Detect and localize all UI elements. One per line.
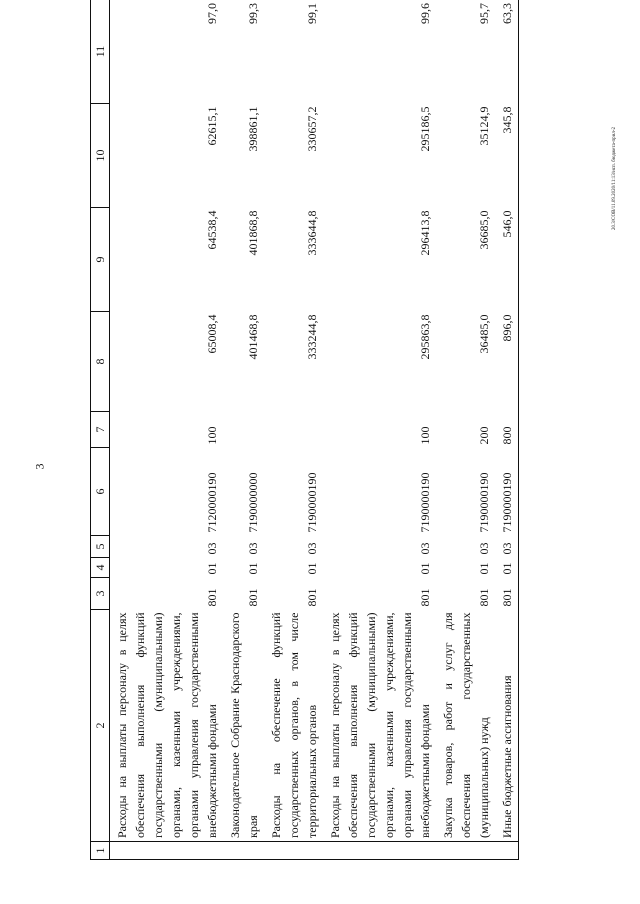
section-code: 01	[418, 562, 432, 575]
subsection-code: 03	[418, 542, 432, 555]
executed-amount: 295186,5	[418, 106, 432, 152]
target-article: 7190000000	[246, 472, 260, 533]
admin-code: 801	[246, 588, 260, 607]
refined-amount: 64538,4	[205, 210, 219, 250]
refined-amount: 401868,8	[246, 210, 260, 256]
footer-code: 20.3/СОВ/11.09.2020/11:13/исп. бюджета-прил-2	[612, 127, 617, 230]
executed-amount: 398861,1	[246, 106, 260, 152]
approved-amount: 295863,8	[418, 314, 432, 360]
column-header-2: 2	[91, 610, 110, 842]
admin-code: 801	[205, 588, 219, 607]
table-row	[264, 0, 323, 860]
refined-amount: 546,0	[495, 208, 519, 312]
admin-code: 801	[477, 588, 491, 607]
row-name: Расходы на выплаты персоналу в целях обеспечения выполнения функций государственными (муниципальными) органами, казенными учреждениями, органами управления государственными внебюджетными фондами	[323, 610, 436, 842]
approved-amount: 401468,8	[246, 314, 260, 360]
row-marker	[436, 842, 495, 860]
executed-amount: 35124,9	[477, 106, 491, 146]
expense-type: 800	[495, 412, 519, 448]
table-row	[223, 0, 264, 860]
target-article: 7190000190	[305, 472, 319, 533]
column-header-10: 10	[91, 104, 110, 208]
section-code: 01	[495, 558, 519, 578]
section-code: 01	[205, 562, 219, 575]
subsection-code: 03	[205, 542, 219, 555]
row-marker	[223, 842, 264, 860]
expense-type	[223, 412, 264, 448]
expense-type: 100	[205, 426, 219, 445]
refined-amount: 296413,8	[418, 210, 432, 256]
table-row	[323, 0, 436, 860]
execution-percent: 63,3	[495, 0, 519, 104]
subsection-code: 03	[477, 542, 491, 555]
row-name: Закупка товаров, работ и услуг для обеспечения государственных (муниципальных) нужд	[436, 610, 495, 842]
row-name: Расходы на обеспечение функций государственных органов, в том числе территориальных органов	[264, 610, 323, 842]
approved-amount: 65008,4	[205, 314, 219, 354]
row-marker	[110, 842, 224, 860]
column-header-1: 1	[91, 842, 110, 860]
row-marker	[495, 842, 519, 860]
execution-percent: 95,7	[436, 0, 495, 104]
execution-percent: 99,6	[323, 0, 436, 104]
subsection-code: 03	[495, 536, 519, 558]
budget-table	[90, 0, 519, 860]
page-number: 3	[32, 463, 47, 470]
target-article: 7190000190	[418, 472, 432, 533]
approved-amount: 36485,0	[477, 314, 491, 354]
target-article: 7190000190	[495, 448, 519, 536]
column-header-3: 3	[91, 578, 110, 610]
column-header-7: 7	[91, 412, 110, 448]
admin-code: 801	[305, 588, 319, 607]
admin-code: 801	[495, 578, 519, 610]
column-header-6: 6	[91, 448, 110, 536]
execution-percent: 97,0	[110, 0, 224, 104]
approved-amount: 333244,8	[305, 314, 319, 360]
execution-percent: 99,1	[264, 0, 323, 104]
expense-type: 200	[477, 426, 491, 445]
approved-amount: 896,0	[495, 312, 519, 412]
row-marker	[323, 842, 436, 860]
rotated-page-content	[90, 0, 640, 860]
table-row	[436, 0, 495, 860]
section-code: 01	[305, 562, 319, 575]
column-header-9: 9	[91, 208, 110, 312]
subsection-code: 03	[305, 542, 319, 555]
refined-amount: 36685,0	[477, 210, 491, 250]
section-code: 01	[477, 562, 491, 575]
table-header-row	[91, 0, 110, 860]
row-name: Иные бюджетные ассигнования	[495, 610, 519, 842]
column-header-5: 5	[91, 536, 110, 558]
section-code: 01	[246, 562, 260, 575]
row-name: Законодательное Собрание Краснодарского края	[223, 610, 264, 842]
target-article: 7120000190	[205, 472, 219, 533]
row-name: Расходы на выплаты персоналу в целях обеспечения выполнения функций государственными (муниципальными) органами, казенными учреждениями, органами управления государственными внебюджетными фондами	[110, 610, 224, 842]
executed-amount: 62615,1	[205, 106, 219, 146]
table-row	[110, 0, 224, 860]
target-article: 7190000190	[477, 472, 491, 533]
row-marker	[264, 842, 323, 860]
subsection-code: 03	[246, 542, 260, 555]
column-header-8: 8	[91, 312, 110, 412]
admin-code: 801	[418, 588, 432, 607]
expense-type: 100	[418, 426, 432, 445]
execution-percent: 99,3	[223, 0, 264, 104]
executed-amount: 330657,2	[305, 106, 319, 152]
executed-amount: 345,8	[495, 104, 519, 208]
expense-type	[264, 412, 323, 448]
table-row	[495, 0, 519, 860]
column-header-11: 11	[91, 0, 110, 104]
column-header-4: 4	[91, 558, 110, 578]
refined-amount: 333644,8	[305, 210, 319, 256]
